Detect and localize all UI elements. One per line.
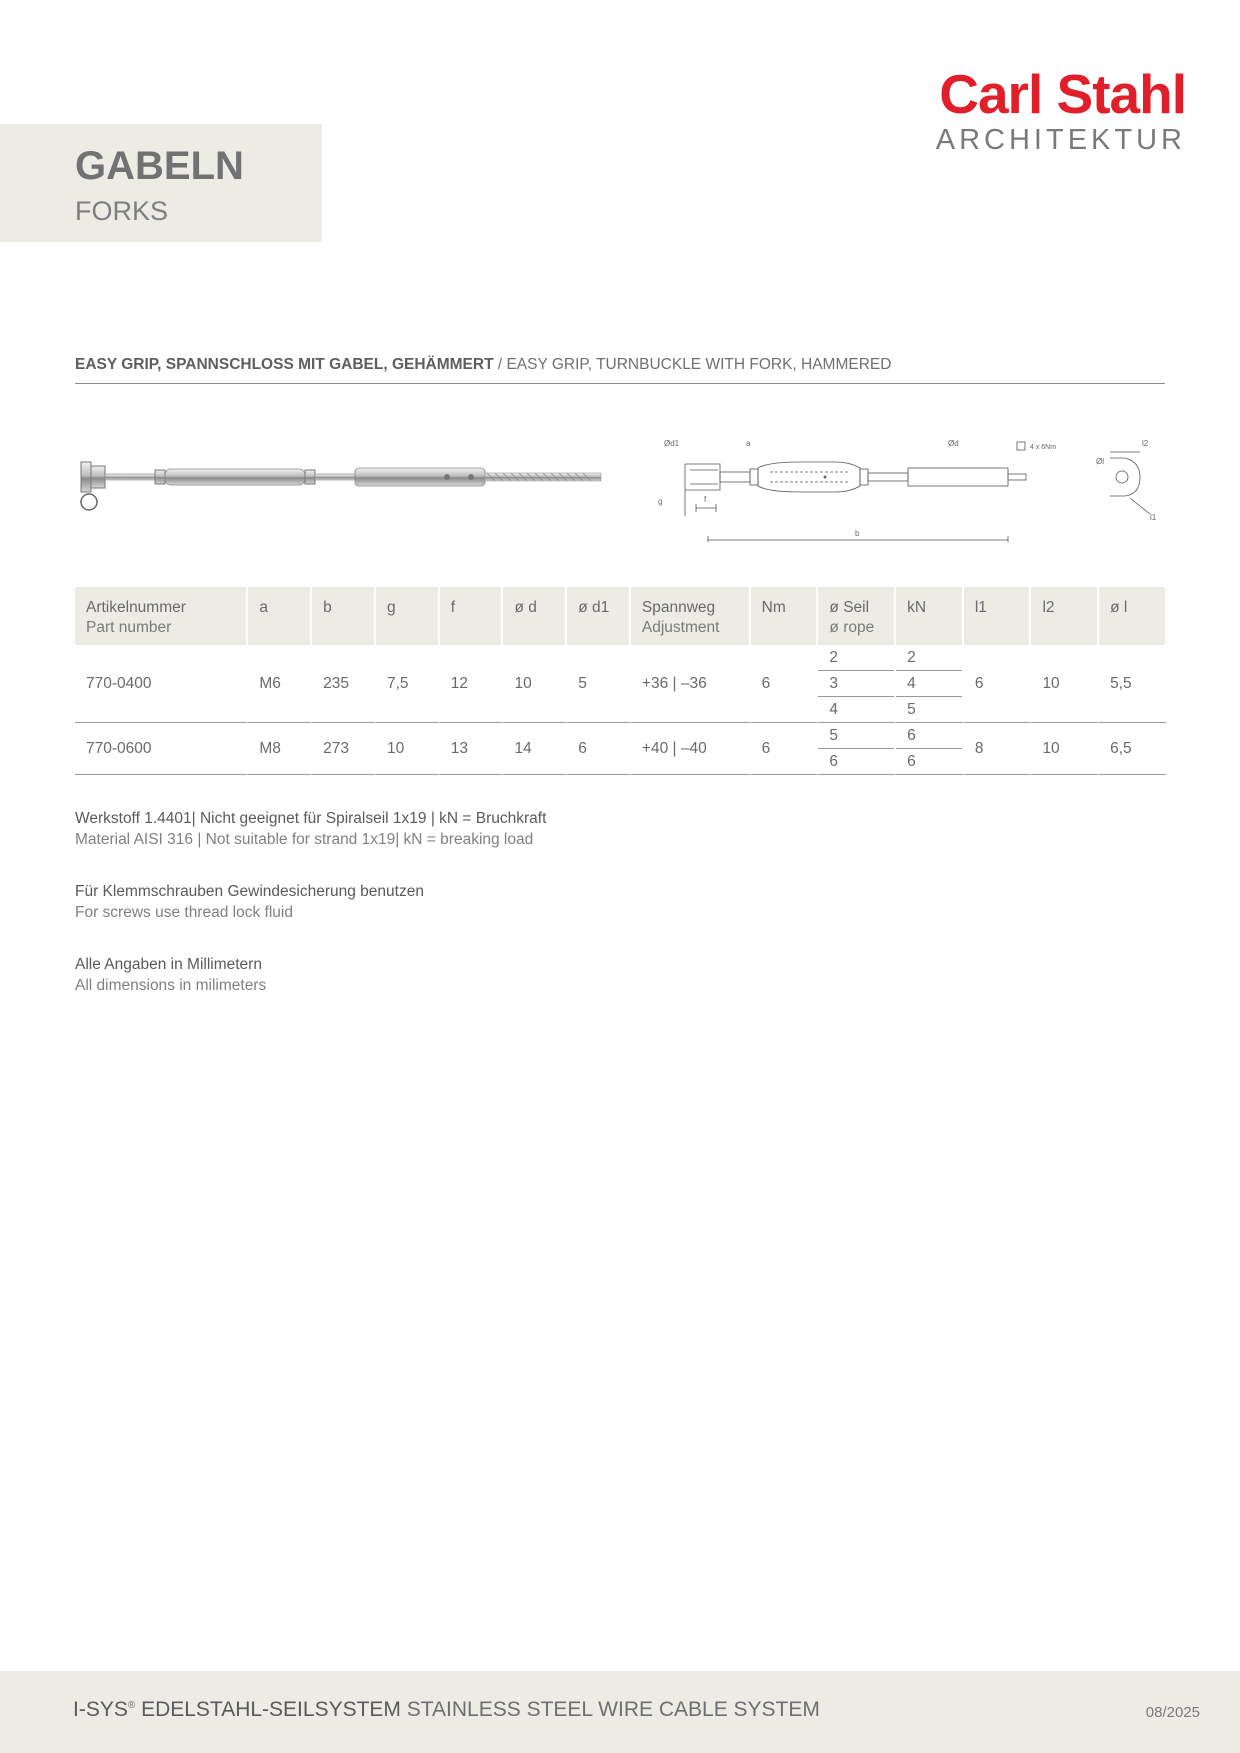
footer-title-en: STAINLESS STEEL WIRE CABLE SYSTEM — [400, 1698, 820, 1721]
label-l1: l1 — [1150, 513, 1157, 522]
col-d: ø d — [503, 587, 567, 645]
footer-date: 08/2025 — [1145, 1704, 1200, 1721]
col-nm: Nm — [751, 587, 819, 645]
label-torque: 4 x 6Nm — [1030, 444, 1057, 451]
rope-value: 6 — [829, 753, 839, 770]
cell-f: 13 — [440, 723, 504, 775]
label-d1: Ød1 — [664, 439, 680, 448]
label-g: g — [658, 497, 663, 506]
section-heading — [75, 356, 891, 374]
col-rope: ø Seil ø rope — [818, 587, 896, 645]
note-threadlock — [75, 881, 546, 923]
spec-table — [75, 587, 1167, 775]
label-a: a — [746, 439, 751, 448]
label-d: Ød — [948, 439, 959, 448]
col-kn: kN — [896, 587, 964, 645]
cell-d1: 5 — [567, 645, 631, 723]
brand-name: Carl Stahl — [939, 63, 1186, 125]
col-a: a — [248, 587, 312, 645]
footer — [0, 1671, 1240, 1753]
brand-subtitle: ARCHITEKTUR — [935, 124, 1186, 156]
page-title-box — [0, 124, 322, 242]
cell-l1: 6 — [964, 645, 1032, 723]
footer-title-de: EDELSTAHL-SEILSYSTEM — [135, 1698, 401, 1721]
label-l2: l2 — [1142, 439, 1149, 448]
page-title: GABELN — [75, 144, 244, 188]
label-f: f — [704, 495, 707, 504]
cell-g: 10 — [376, 723, 440, 775]
page-subtitle: FORKS — [75, 196, 169, 226]
kn-value: 4 — [896, 671, 962, 697]
note-units — [75, 954, 546, 996]
cell-part: 770-0600 — [75, 723, 248, 775]
section-heading-de: EASY GRIP, SPANNSCHLOSS MIT GABEL, GEHÄMMERT — [75, 356, 494, 373]
table-header-row — [75, 587, 1167, 645]
cell-rope — [818, 645, 896, 723]
footer-prefix: I-SYS — [73, 1698, 128, 1721]
rope-value: 5 — [818, 723, 894, 749]
technical-drawing — [650, 432, 1170, 542]
col-l: ø l — [1099, 587, 1167, 645]
notes — [75, 808, 546, 1027]
cell-d: 10 — [503, 645, 567, 723]
product-photo — [75, 450, 605, 520]
kn-value: 5 — [907, 701, 916, 718]
cell-a: M6 — [248, 645, 312, 723]
cell-kn — [896, 723, 964, 775]
col-l2: l2 — [1031, 587, 1099, 645]
cell-f: 12 — [440, 645, 504, 723]
col-f: f — [440, 587, 504, 645]
note-de: Werkstoff 1.4401| Nicht geeignet für Spiralseil 1x19 | kN = Bruchkraft — [75, 810, 547, 827]
cell-kn — [896, 645, 964, 723]
cell-a: M8 — [248, 723, 312, 775]
brand-logo — [935, 63, 1186, 156]
cell-adjustment: +36 | –36 — [631, 645, 751, 723]
col-part-number: Artikelnummer Part number — [75, 587, 248, 645]
col-adjustment: Spannweg Adjustment — [631, 587, 751, 645]
cell-b: 273 — [312, 723, 376, 775]
footer-reg-mark: ® — [127, 1700, 136, 1711]
table-row — [75, 645, 1167, 723]
kn-value: 6 — [907, 753, 916, 770]
col-b: b — [312, 587, 376, 645]
kn-value: 6 — [896, 723, 962, 749]
cell-l: 5,5 — [1099, 645, 1167, 723]
rope-value: 2 — [818, 645, 894, 671]
cell-l: 6,5 — [1099, 723, 1167, 775]
note-en: All dimensions in milimeters — [75, 977, 267, 994]
note-de: Alle Angaben in Millimetern — [75, 956, 262, 973]
note-en: Material AISI 316 | Not suitable for strand 1x19| kN = breaking load — [75, 831, 534, 848]
section-divider — [75, 383, 1165, 384]
cell-rope — [818, 723, 896, 775]
cell-d1: 6 — [567, 723, 631, 775]
note-material — [75, 808, 546, 850]
cell-l1: 8 — [964, 723, 1032, 775]
label-b: b — [855, 529, 860, 538]
rope-value: 4 — [829, 701, 839, 718]
label-l: Øl — [1096, 457, 1104, 466]
cell-g: 7,5 — [376, 645, 440, 723]
cell-l2: 10 — [1031, 645, 1099, 723]
cell-nm: 6 — [751, 645, 819, 723]
table-row — [75, 723, 1167, 775]
cell-part: 770-0400 — [75, 645, 248, 723]
kn-value: 2 — [896, 645, 962, 671]
footer-title — [73, 1698, 820, 1722]
rope-value: 3 — [818, 671, 894, 697]
col-g: g — [376, 587, 440, 645]
cell-l2: 10 — [1031, 723, 1099, 775]
note-de: Für Klemmschrauben Gewindesicherung benutzen — [75, 883, 424, 900]
section-heading-en: / EASY GRIP, TURNBUCKLE WITH FORK, HAMMERED — [493, 356, 892, 373]
cell-adjustment: +40 | –40 — [631, 723, 751, 775]
cell-nm: 6 — [751, 723, 819, 775]
cell-d: 14 — [503, 723, 567, 775]
cell-b: 235 — [312, 645, 376, 723]
col-d1: ø d1 — [567, 587, 631, 645]
note-en: For screws use thread lock fluid — [75, 904, 293, 921]
col-l1: l1 — [964, 587, 1032, 645]
